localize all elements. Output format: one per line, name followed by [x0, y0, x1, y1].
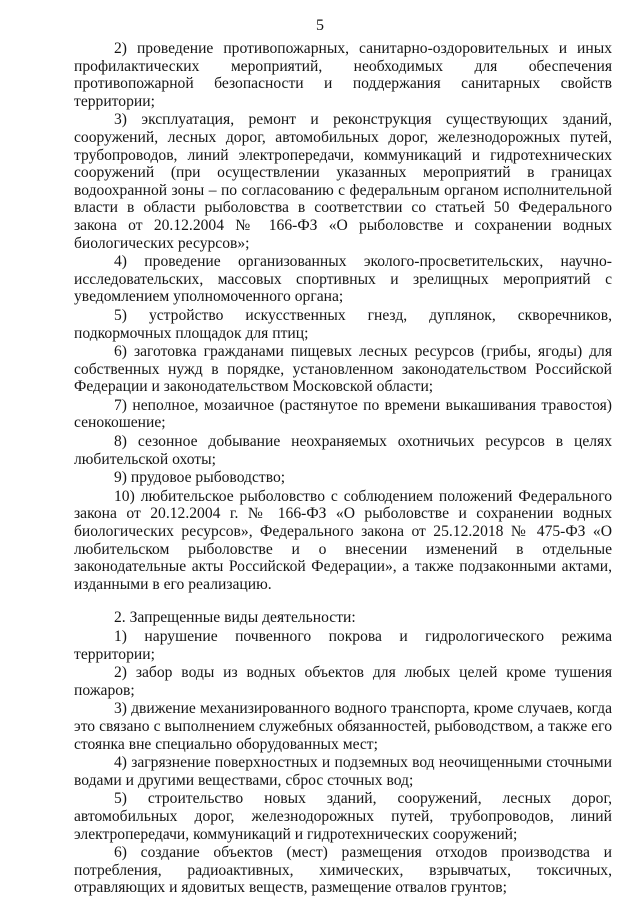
allowed-item-7: 7) неполное, мозаичное (растянутое по времени выкашивания травостоя) сенокошение;: [74, 396, 612, 432]
prohibited-section-heading: 2. Запрещенные виды деятельности:: [114, 609, 356, 627]
prohibited-item-2: 2) забор воды из водных объектов для любых целей кроме тушения пожаров;: [74, 664, 612, 699]
allowed-item-5: 5) устройство искусственных гнезд, дуплянок, скворечников, подкормочных площадок для птиц;: [74, 306, 612, 342]
prohibited-item-5: 5) строительство новых зданий, сооружений, лесных дорог, автомобильных дорог, железнодорожных путей, трубопроводов, линий электропередачи, коммуникаций и гидротехнических сооружений;: [74, 790, 612, 843]
document-body: [74, 40, 612, 897]
prohibited-item-1: 1) нарушение почвенного покрова и гидрологического режима территории;: [74, 628, 612, 663]
allowed-item-10: 10) любительское рыболовство с соблюдением положений Федерального закона от 20.12.2004 г. № 166-ФЗ «О рыболовстве и сохранении водных биологических ресурсов», Федерального закона от 25.12.2018 № 475-ФЗ «О любительском рыболовстве и о внесении изменений в отдельные законодательные акты Российской Федерации», а также подзаконными актами, изданными в его реализацию.: [74, 487, 612, 593]
prohibited-item-3: 3) движение механизированного водного транспорта, кроме случаев, когда это связано с выполнением служебных обязанностей, рыбоводством, а также его стоянка вне специально оборудованных мест;: [74, 700, 612, 753]
allowed-item-9: 9) прудовое рыбоводство;: [114, 469, 286, 487]
allowed-item-6: 6) заготовка гражданами пищевых лесных ресурсов (грибы, ягоды) для собственных нужд в порядке, установленном законодательством Российской Федерации и законодательством Московской области;: [74, 343, 612, 396]
page-number: 5: [316, 17, 324, 34]
allowed-item-3: 3) эксплуатация, ремонт и реконструкция существующих зданий, сооружений, лесных дорог, автомобильных дорог, железнодорожных путей, трубопроводов, линий электропередачи, коммуникаций и гидротехнических сооружений (при осуществлении указанных мероприятий в границах водоохранной зоны – по согласованию с федеральным органом исполнительной власти в области рыболовства в соответствии со статьей 50 Федерального закона от 20.12.2004 № 166-ФЗ «О рыболовстве и сохранении водных биологических ресурсов»;: [74, 111, 612, 252]
section-spacer: [74, 593, 612, 609]
allowed-item-2: 2) проведение противопожарных, санитарно-оздоровительных и иных профилактических мероприятий, необходимых для обеспечения противопожарной безопасности и поддержания санитарных свойств территории;: [74, 40, 612, 110]
allowed-item-4: 4) проведение организованных эколого-просветительских, научно-исследовательских, массовых спортивных и зрелищных мероприятий с уведомлением уполномоченного органа;: [74, 253, 612, 306]
allowed-item-8: 8) сезонное добывание неохраняемых охотничьих ресурсов в целях любительской охоты;: [74, 433, 612, 468]
prohibited-item-6: 6) создание объектов (мест) размещения отходов производства и потребления, радиоактивных, химических, взрывчатых, токсичных, отравляющих и ядовитых веществ, размещение отвалов грунтов;: [74, 844, 612, 897]
prohibited-item-4: 4) загрязнение поверхностных и подземных вод неочищенными сточными водами и другими веществами, сброс сточных вод;: [74, 754, 612, 789]
